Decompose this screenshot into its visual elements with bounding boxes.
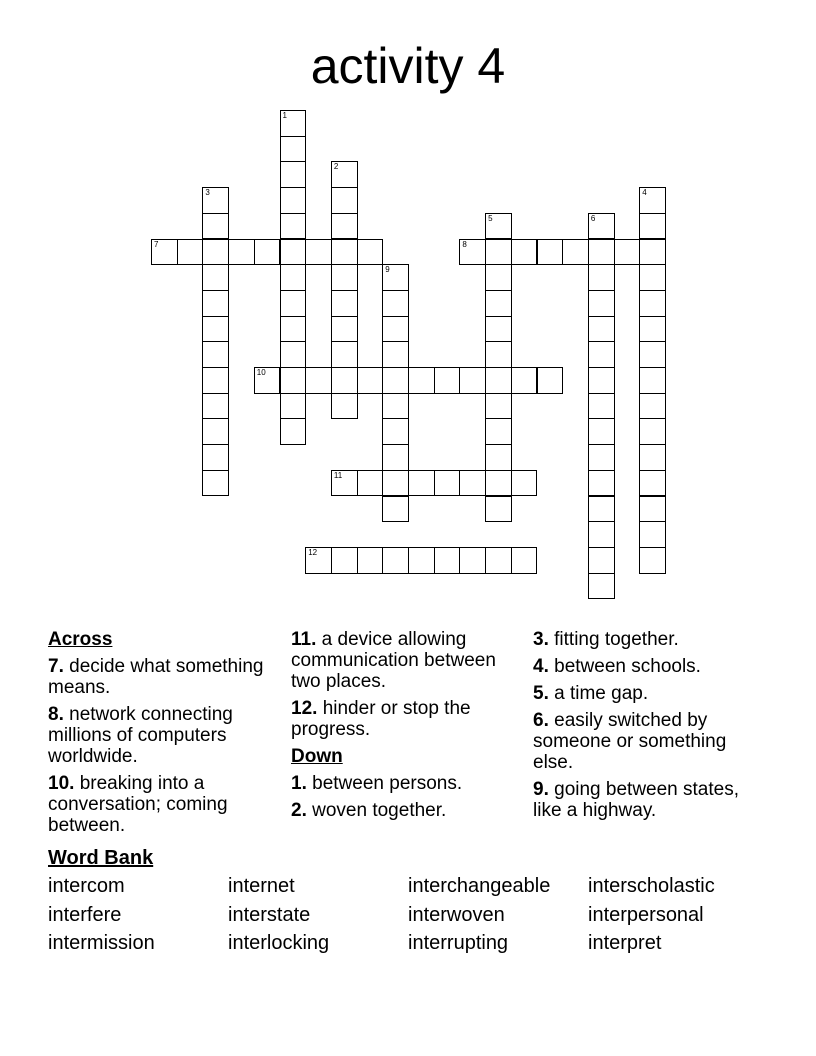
grid-cell[interactable]	[434, 470, 461, 497]
grid-cell[interactable]	[305, 367, 332, 394]
grid-cell[interactable]	[639, 239, 666, 266]
grid-cell[interactable]	[639, 418, 666, 445]
grid-cell[interactable]	[202, 290, 229, 317]
clue-number: 6	[590, 213, 596, 223]
grid-cell[interactable]	[588, 367, 615, 394]
grid-cell[interactable]	[382, 264, 409, 291]
grid-cell[interactable]	[202, 367, 229, 394]
grid-cell[interactable]	[382, 444, 409, 471]
grid-cell[interactable]	[639, 264, 666, 291]
clue-number-label: 8.	[48, 704, 64, 725]
grid-cell[interactable]	[639, 316, 666, 343]
grid-cell[interactable]	[511, 367, 538, 394]
grid-cell[interactable]	[562, 239, 589, 266]
grid-cell[interactable]	[305, 547, 332, 574]
across-clue	[291, 698, 523, 740]
grid-cell[interactable]	[331, 316, 358, 343]
word-bank-item: intercom	[48, 875, 125, 897]
grid-cell[interactable]	[331, 470, 358, 497]
clue-text: woven together.	[306, 800, 447, 821]
grid-cell[interactable]	[280, 264, 307, 291]
grid-cell[interactable]	[280, 136, 307, 163]
grid-cell[interactable]	[434, 547, 461, 574]
grid-cell[interactable]	[408, 367, 435, 394]
grid-cell[interactable]	[588, 341, 615, 368]
grid-cell[interactable]	[202, 187, 229, 214]
grid-cell[interactable]	[485, 470, 512, 497]
clue-number-label: 11.	[291, 629, 317, 650]
clue-number-label: 1.	[291, 773, 307, 794]
word-bank-item: internet	[228, 875, 295, 897]
grid-cell[interactable]	[202, 341, 229, 368]
grid-cell[interactable]	[280, 290, 307, 317]
grid-cell[interactable]	[511, 470, 538, 497]
grid-cell[interactable]	[588, 316, 615, 343]
grid-cell[interactable]	[382, 496, 409, 523]
clue-text: easily switched by someone or something else.	[533, 710, 727, 773]
word-bank-item: interchangeable	[408, 875, 551, 897]
word-bank-item: interwoven	[408, 903, 505, 926]
grid-cell[interactable]	[511, 239, 538, 266]
grid-cell[interactable]	[588, 239, 615, 266]
grid-cell[interactable]	[485, 393, 512, 420]
grid-cell[interactable]	[537, 367, 564, 394]
grid-cell[interactable]	[639, 367, 666, 394]
grid-cell[interactable]	[280, 161, 307, 188]
clue-number: 1	[282, 111, 287, 120]
grid-cell[interactable]	[202, 213, 229, 240]
grid-cell[interactable]	[280, 418, 307, 445]
clue-number-label: 6.	[533, 710, 549, 731]
grid-cell[interactable]	[537, 239, 564, 266]
clue-text: breaking into a conversation; coming between.	[48, 773, 228, 836]
puzzle-title: activity 4	[310, 38, 506, 94]
grid-cell[interactable]	[588, 213, 615, 240]
grid-cell[interactable]	[357, 367, 384, 394]
grid-cell[interactable]	[280, 239, 307, 266]
grid-cell[interactable]	[280, 110, 307, 137]
clue-number-label: 9.	[533, 779, 549, 800]
clue-number: 4	[642, 188, 647, 198]
grid-cell[interactable]	[280, 316, 307, 343]
clue-number: 7	[154, 239, 159, 249]
grid-cell[interactable]	[485, 264, 512, 291]
clue-number: 8	[462, 239, 467, 249]
clues-column-2	[291, 629, 523, 827]
grid-cell[interactable]	[639, 341, 666, 368]
clue-number-label: 5.	[533, 683, 549, 704]
grid-cell[interactable]	[588, 444, 615, 471]
grid-cell[interactable]	[485, 496, 512, 523]
grid-cell[interactable]	[485, 367, 512, 394]
grid-cell[interactable]	[639, 547, 666, 574]
grid-cell[interactable]	[511, 547, 538, 574]
grid-cell[interactable]	[331, 264, 358, 291]
down-clue	[533, 710, 765, 773]
down-clue	[533, 779, 765, 821]
grid-cell[interactable]	[459, 470, 486, 497]
grid-cell[interactable]	[382, 547, 409, 574]
grid-cell[interactable]	[254, 239, 281, 266]
grid-cell[interactable]	[382, 341, 409, 368]
word-bank-heading: Word Bank	[48, 847, 154, 869]
down-clues-list-continued	[533, 629, 765, 821]
clue-text: a time gap.	[548, 683, 649, 704]
grid-cell[interactable]	[639, 496, 666, 523]
grid-cell[interactable]	[382, 316, 409, 343]
grid-cell[interactable]	[357, 239, 384, 266]
grid-cell[interactable]	[331, 393, 358, 420]
clue-number-label: 4.	[533, 656, 549, 677]
grid-cell[interactable]	[331, 239, 358, 266]
grid-cell[interactable]	[331, 547, 358, 574]
word-bank-item: interpersonal	[588, 903, 704, 926]
clues-column-1	[48, 629, 270, 842]
down-clue	[291, 773, 523, 794]
grid-cell[interactable]	[357, 547, 384, 574]
clue-text: fitting together.	[548, 629, 679, 650]
grid-cell[interactable]	[382, 470, 409, 497]
grid-cell[interactable]	[588, 521, 615, 548]
clue-text: a device allowing communication between two places.	[291, 629, 496, 692]
grid-cell[interactable]	[459, 367, 486, 394]
grid-cell[interactable]	[588, 547, 615, 574]
grid-cell[interactable]	[588, 573, 615, 600]
clue-number-label: 12.	[291, 698, 318, 719]
grid-cell[interactable]	[485, 444, 512, 471]
grid-cell[interactable]	[639, 521, 666, 548]
grid-cell[interactable]	[228, 239, 255, 266]
clue-number: 11	[333, 470, 343, 480]
clue-number: 12	[308, 547, 318, 557]
word-bank-item: interfere	[48, 903, 122, 926]
clue-text: between schools.	[548, 656, 701, 677]
down-clue	[291, 800, 523, 821]
clue-text: between persons.	[306, 773, 463, 794]
grid-cell[interactable]	[202, 444, 229, 471]
clue-number-label: 10.	[48, 773, 75, 794]
grid-cell[interactable]	[331, 341, 358, 368]
clues-column-3	[533, 629, 765, 827]
grid-cell[interactable]	[202, 393, 229, 420]
grid-cell[interactable]	[408, 547, 435, 574]
across-heading: Across	[48, 629, 113, 650]
clue-number: 3	[205, 188, 210, 198]
word-bank-item: interrupting	[408, 932, 509, 954]
grid-cell[interactable]	[588, 290, 615, 317]
clue-number: 10	[256, 368, 266, 377]
grid-cell[interactable]	[459, 239, 486, 266]
clue-text: hinder or stop the progress.	[291, 698, 471, 740]
grid-cell[interactable]	[588, 418, 615, 445]
grid-cell[interactable]	[202, 418, 229, 445]
word-bank-item: intermission	[48, 932, 155, 954]
grid-cell[interactable]	[485, 341, 512, 368]
grid-cell[interactable]	[331, 290, 358, 317]
grid-cell[interactable]	[202, 470, 229, 497]
grid-cell[interactable]	[459, 547, 486, 574]
clue-number: 2	[333, 162, 339, 172]
grid-cell[interactable]	[485, 239, 512, 266]
grid-cell[interactable]	[639, 393, 666, 420]
grid-cell[interactable]	[485, 213, 512, 240]
grid-cell[interactable]	[588, 393, 615, 420]
grid-cell[interactable]	[382, 393, 409, 420]
across-clue	[48, 704, 270, 767]
across-clue	[291, 629, 523, 692]
clue-number-label: 7.	[48, 656, 64, 677]
grid-cell[interactable]	[280, 187, 307, 214]
grid-cell[interactable]	[280, 213, 307, 240]
grid-cell[interactable]	[151, 239, 178, 266]
grid-cell[interactable]	[614, 239, 641, 266]
across-clue	[48, 656, 270, 698]
down-clues-list	[291, 773, 523, 821]
grid-cell[interactable]	[434, 367, 461, 394]
clue-number-label: 3.	[533, 629, 549, 650]
word-bank-item: interpret	[588, 932, 662, 954]
clue-text: going between states, like a highway.	[533, 779, 739, 821]
grid-cell[interactable]	[280, 341, 307, 368]
grid-cell[interactable]	[588, 470, 615, 497]
grid-cell[interactable]	[280, 367, 307, 394]
grid-cell[interactable]	[202, 264, 229, 291]
grid-cell[interactable]	[485, 290, 512, 317]
word-bank-item: interlocking	[228, 932, 330, 954]
clue-number: 9	[385, 265, 390, 275]
grid-cell[interactable]	[408, 470, 435, 497]
clue-text: network connecting millions of computers worldwide.	[48, 704, 233, 767]
word-bank-item: interscholastic	[588, 875, 715, 897]
down-clue	[533, 683, 765, 704]
across-clue	[48, 773, 270, 836]
grid-cell[interactable]	[331, 161, 358, 188]
word-bank-item: interstate	[228, 903, 311, 926]
grid-cell[interactable]	[280, 393, 307, 420]
across-clues-list-continued	[291, 629, 523, 740]
clue-text: decide what something means.	[48, 656, 264, 698]
grid-cell[interactable]	[639, 444, 666, 471]
grid-cell[interactable]	[331, 213, 358, 240]
clue-number-label: 2.	[291, 800, 307, 821]
grid-cell[interactable]	[382, 290, 409, 317]
grid-cell[interactable]	[485, 547, 512, 574]
grid-cell[interactable]	[202, 316, 229, 343]
grid-cell[interactable]	[357, 470, 384, 497]
grid-cell[interactable]	[485, 418, 512, 445]
grid-cell[interactable]	[588, 496, 615, 523]
down-heading: Down	[291, 746, 343, 767]
grid-cell[interactable]	[639, 290, 666, 317]
grid-cell[interactable]	[639, 470, 666, 497]
grid-cell[interactable]	[331, 367, 358, 394]
grid-cell[interactable]	[305, 239, 332, 266]
grid-cell[interactable]	[639, 213, 666, 240]
grid-cell[interactable]	[382, 418, 409, 445]
down-clue	[533, 656, 765, 677]
grid-cell[interactable]	[382, 367, 409, 394]
grid-cell[interactable]	[639, 187, 666, 214]
grid-cell[interactable]	[485, 316, 512, 343]
grid-cell[interactable]	[177, 239, 204, 266]
grid-cell[interactable]	[202, 239, 229, 266]
grid-cell[interactable]	[254, 367, 281, 394]
down-clue	[533, 629, 765, 650]
across-clues-list	[48, 656, 270, 836]
grid-cell[interactable]	[331, 187, 358, 214]
clue-number: 5	[488, 213, 493, 223]
grid-cell[interactable]	[588, 264, 615, 291]
